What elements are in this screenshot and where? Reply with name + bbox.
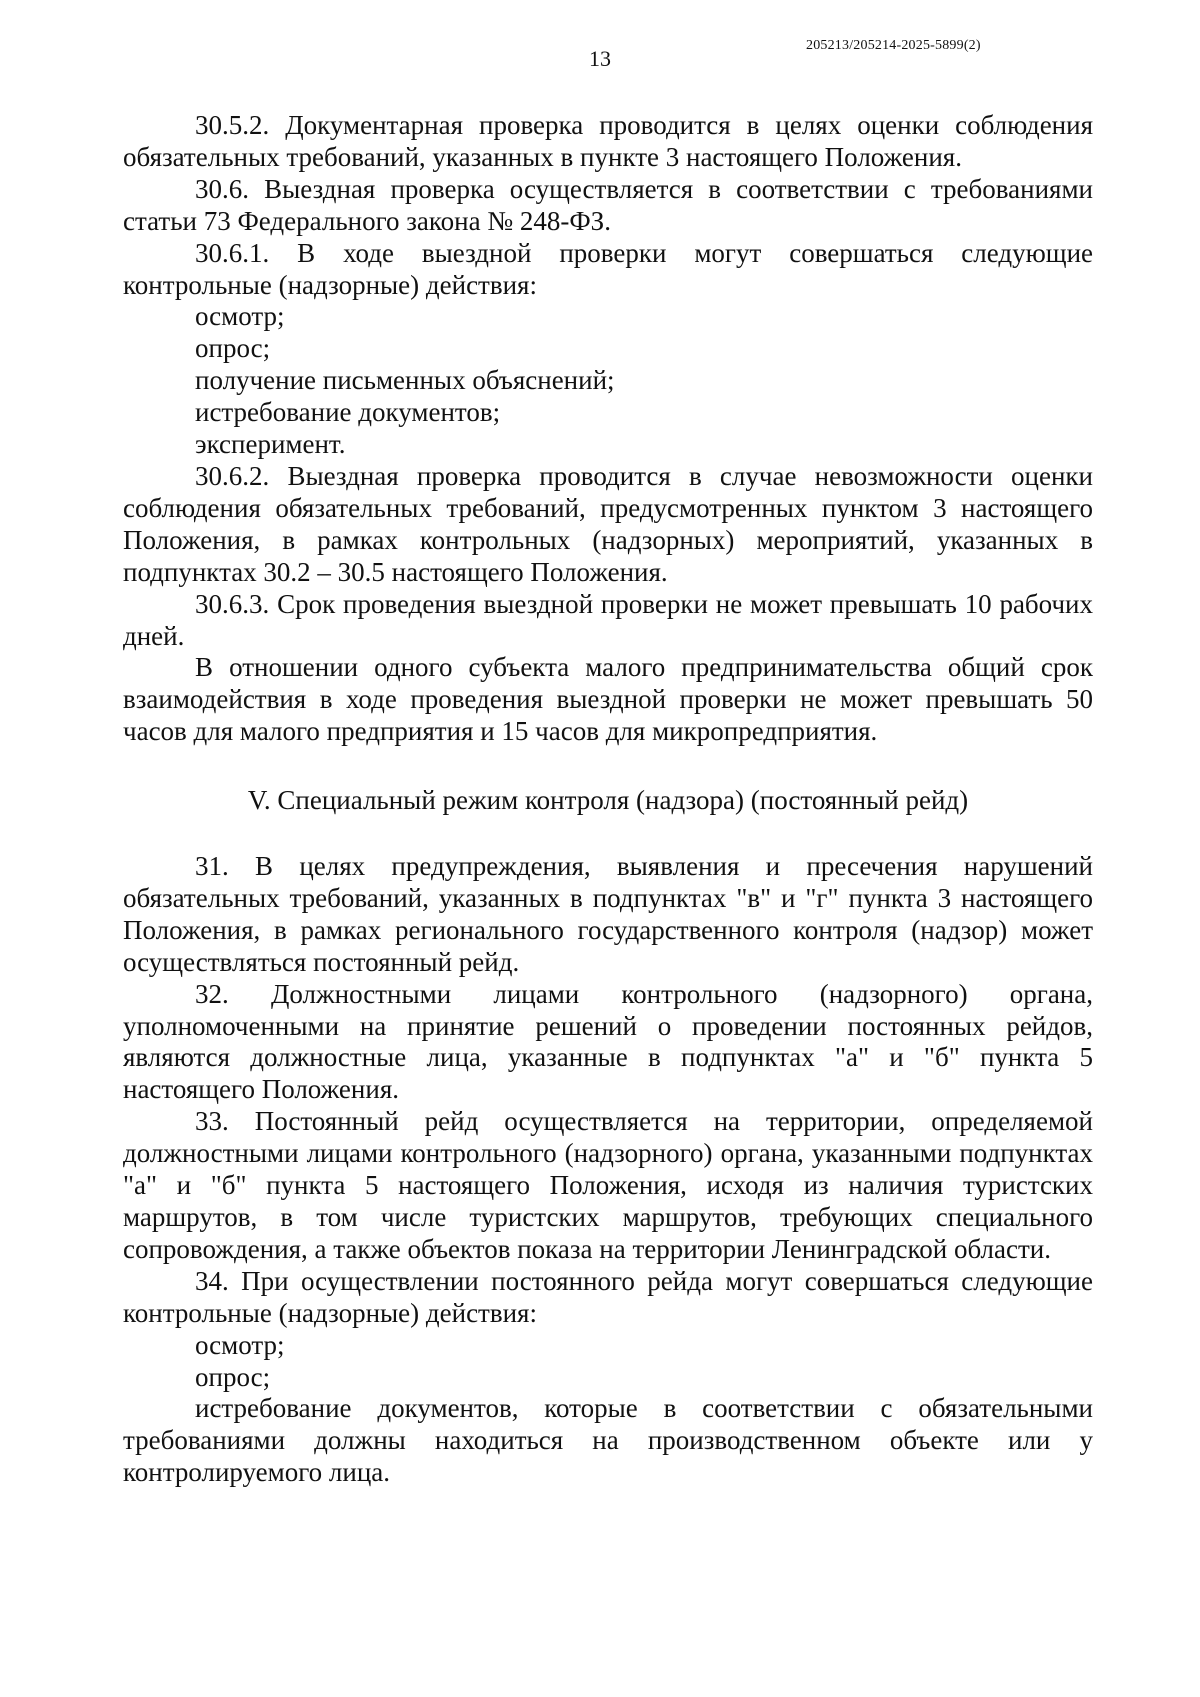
list-item: истребование документов; [195,397,501,428]
paragraph-30-6-3: 30.6.3. Срок проведения выездной проверки не может превышать 10 рабочих дней. [123,588,1093,651]
section-heading: V. Специальный режим контроля (надзора) (постоянный рейд) [247,785,969,816]
page-number: 13 [589,46,611,71]
paragraph-30-6-3-continued: В отношении одного субъекта малого предпринимательства общий срок взаимодействия в ходе проведения выездной проверки не может превышать 50 часов для малого предприятия и 15 часов для микропредприятия. [123,652,1093,747]
list-item: осмотр; [195,301,285,332]
paragraph-34-last: истребование документов, которые в соответствии с обязательными требованиями должны находиться на производственном объекте или у контролируемого лица. [123,1393,1093,1488]
paragraph-34: 34. При осуществлении постоянного рейда могут совершаться следующие контрольные (надзорные) действия: [123,1265,1093,1328]
paragraph-30-6-2: 30.6.2. Выездная проверка проводится в случае невозможности оценки соблюдения обязательных требований, предусмотренных пунктом 3 настоящего Положения, в рамках контрольных (надзорных) мероприятий, указанных в подпунктах 30.2 – 30.5 настоящего Положения. [123,460,1093,587]
list-item: эксперимент. [195,429,346,460]
document-id: 205213/205214-2025-5899(2) [806,38,981,53]
list-item: опрос; [195,1361,271,1392]
list-item: осмотр; [195,1329,285,1360]
paragraph-30-5-2: 30.5.2. Документарная проверка проводится в целях оценки соблюдения обязательных требований, указанных в пункте 3 настоящего Положения. [123,110,1093,172]
list-item: получение письменных объяснений; [195,365,615,396]
paragraph-30-6: 30.6. Выездная проверка осуществляется в соответствии с требованиями статьи 73 Федерального закона № 248-ФЗ. [123,173,1093,236]
document-body [123,110,1093,1489]
paragraph-33: 33. Постоянный рейд осуществляется на территории, определяемой должностными лицами контрольного (надзорного) органа, указанными подпунктах "а" и "б" пункта 5 настоящего Положения, исходя из наличия туристских маршрутов, в том числе туристских маршрутов, требующих специального сопровождения, а также объектов показа на территории Ленинградской области. [123,1106,1093,1264]
paragraph-31: 31. В целях предупреждения, выявления и пресечения нарушений обязательных требований, указанных в подпунктах "в" и "г" пункта 3 настоящего Положения, в рамках регионального государственного контроля (надзор) может осуществляться постоянный рейд. [123,851,1093,977]
spacer [123,817,1093,851]
paragraph-32: 32. Должностными лицами контрольного (надзорного) органа, уполномоченными на принятие решений о проведении постоянных рейдов, являются должностные лица, указанные в подпунктах "а" и "б" пункта 5 настоящего Положения. [123,978,1093,1105]
paragraph-30-6-1: 30.6.1. В ходе выездной проверки могут совершаться следующие контрольные (надзорные) действия: [123,237,1093,300]
list-item: опрос; [195,333,271,364]
spacer [123,748,1093,785]
